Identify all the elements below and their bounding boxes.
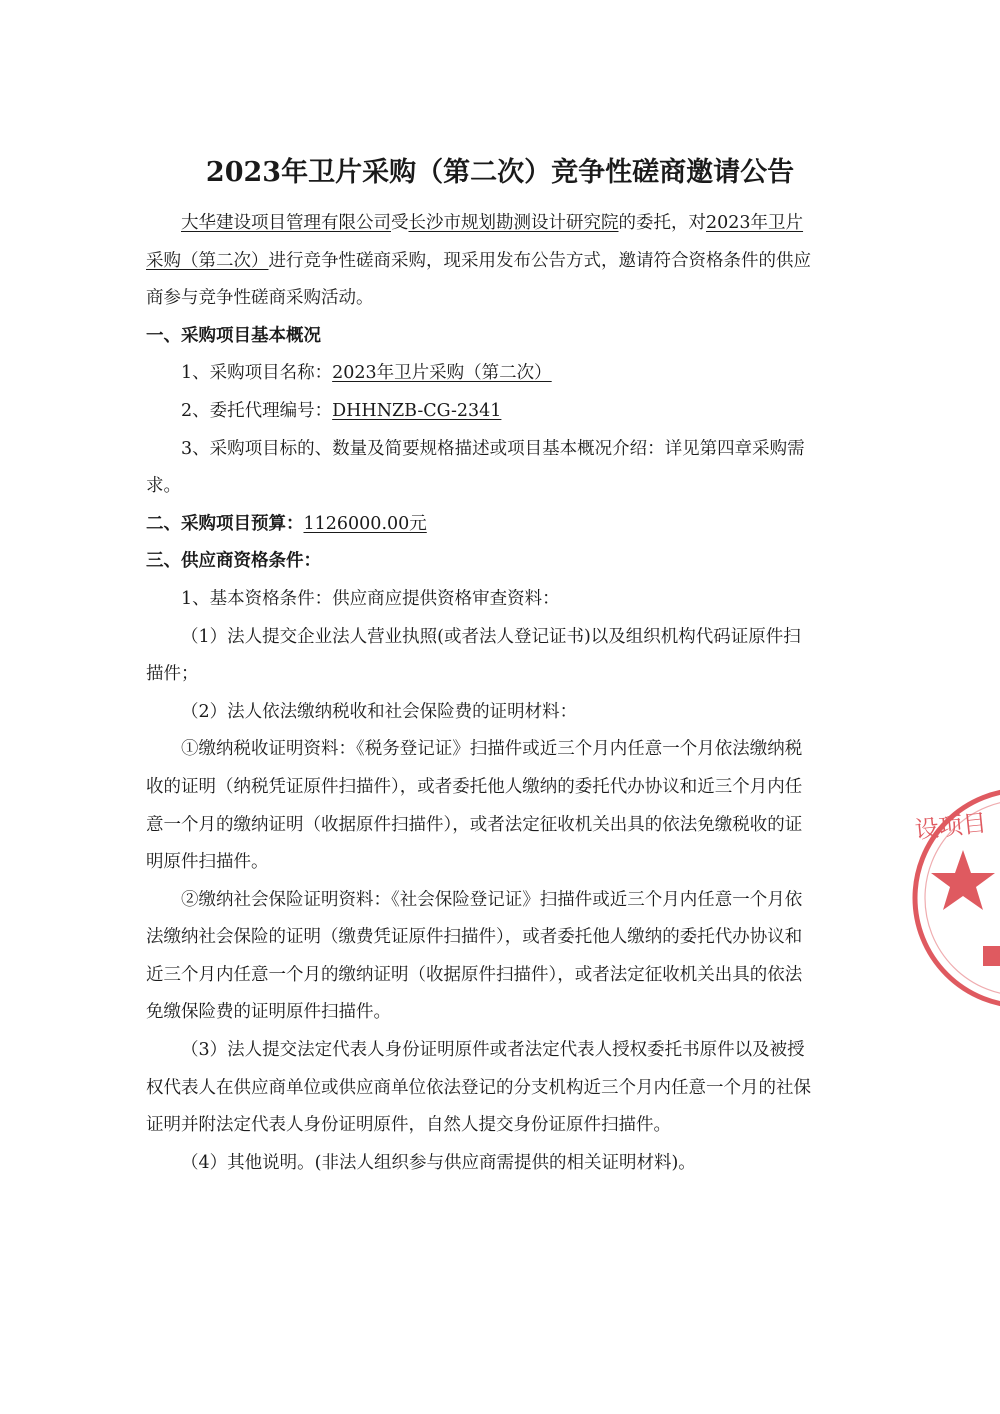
condition-3: （3）法人提交法定代表人身份证明原件或者法定代表人授权委托书原件以及被授权代表人在供应商单位或供应商单位依法登记的分支机构近三个月内任意一个月的社保证明并附法定代表人身份证明原件，自然人提交身份证原件扫描件。	[146, 1040, 811, 1136]
section3-heading: 三、供应商资格条件：	[146, 551, 321, 572]
project-name-label: 1、采购项目名称：	[181, 363, 333, 384]
intro-text-1: 受	[391, 213, 409, 233]
company-seal-stamp	[905, 778, 1000, 1028]
intro-text-3: 进行竞争性磋商采购，现采用发布公告方式，邀请符合资格条件的供应商参与竞争性磋商采购活动。	[146, 250, 811, 309]
condition-1: （1）法人提交企业法人营业执照(或者法人登记证书)以及组织机构代码证原件扫描件；	[146, 626, 801, 685]
project-name-value: 2023年卫片采购（第二次）	[332, 363, 552, 384]
budget-value: 1126000.00元	[303, 513, 427, 534]
basic-qualification: 1、基本资格条件：供应商应提供资格审查资料：	[181, 588, 560, 609]
agency-name: 大华建设项目管理有限公司	[181, 213, 391, 233]
condition-2: （2）法人依法缴纳税收和社会保险费的证明材料：	[181, 701, 578, 722]
seal-text: 设项目	[913, 808, 989, 845]
section1-item2	[146, 393, 818, 431]
intro-project-name: 2023年卫片采购（第二次）	[146, 213, 804, 271]
agency-code-label: 2、委托代理编号：	[181, 400, 333, 421]
condition-2a: ①缴纳税收证明资料：《税务登记证》扫描件或近三个月内任意一个月依法缴纳税收的证明（纳税凭证原件扫描件），或者委托他人缴纳的委托代办协议和近三个月内任意一个月的缴纳证明（收据原件扫描件），或者法定征收机关出具的依法免缴税收的证明原件扫描件。	[146, 739, 803, 873]
seal-graphic	[913, 790, 1000, 1006]
document-body	[146, 205, 818, 1182]
section2-heading: 二、采购项目预算：	[146, 513, 304, 534]
section1-item3: 3、采购项目标的、数量及简要规格描述或项目基本概况介绍：详见第四章采购需求。	[146, 438, 805, 497]
client-name: 长沙市规划勘测设计研究院	[408, 213, 619, 233]
intro-text-2: 的委托，对	[618, 213, 706, 233]
intro-paragraph	[146, 205, 818, 318]
star-icon	[931, 850, 995, 910]
agency-code-value: DHHNZB-CG-2341	[332, 400, 502, 421]
seal-bottom-mark	[983, 946, 1000, 966]
section1-heading: 一、采购项目基本概况	[146, 325, 321, 346]
section2-line	[146, 506, 818, 544]
condition-2b: ②缴纳社会保险证明资料：《社会保险登记证》扫描件或近三个月内任意一个月依法缴纳社会保险的证明（缴费凭证原件扫描件），或者委托他人缴纳的委托代办协议和近三个月内任意一个月的缴纳证明（收据原件扫描件），或者法定征收机关出具的依法免缴保险费的证明原件扫描件。	[146, 889, 803, 1023]
condition-4: （4）其他说明。(非法人组织参与供应商需提供的相关证明材料)。	[181, 1152, 696, 1173]
document-title: 2023年卫片采购（第二次）竞争性磋商邀请公告	[205, 157, 795, 188]
section1-item1	[146, 355, 818, 393]
